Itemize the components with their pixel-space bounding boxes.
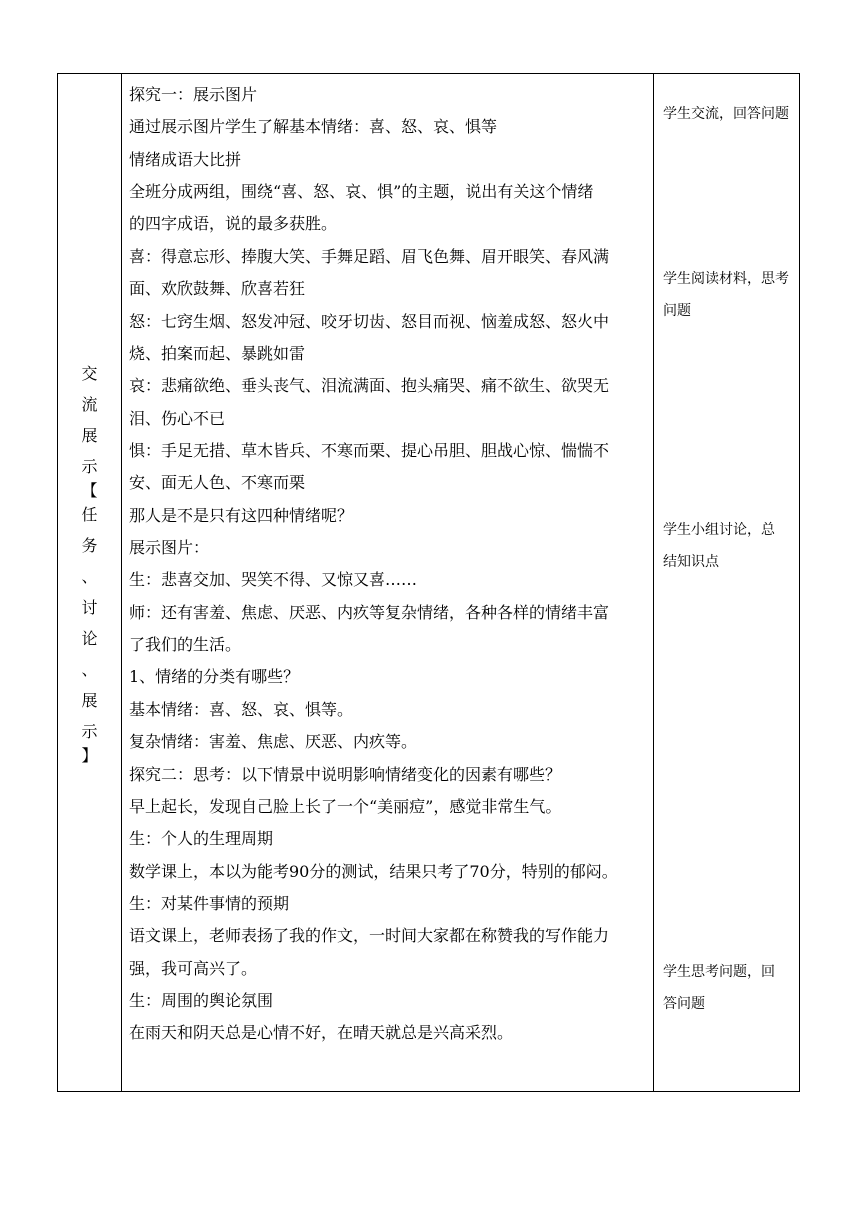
content-line: 复杂情绪：害羞、焦虑、厌恶、内疚等。 (129, 732, 418, 752)
content-line: 通过展示图片学生了解基本情绪：喜、怒、哀、惧等 (129, 117, 498, 137)
content-line: 生：对某件事情的预期 (129, 893, 290, 913)
stage-char: 交 (81, 364, 98, 383)
stage-char: 示 (81, 457, 98, 476)
content-line: 喜：得意忘形、捧腹大笑、手舞足蹈、眉飞色舞、眉开眼笑、春风满 (129, 246, 610, 266)
content-line: 泪、伤心不已 (129, 408, 226, 428)
content-column (129, 80, 651, 1051)
activity-note: 学生交流，回答问题 (663, 106, 789, 122)
activity-column (663, 74, 801, 1091)
stage-char: 务 (81, 536, 98, 555)
stage-char: 展 (81, 426, 98, 445)
content-line: 烧、拍案而起、暴跳如雷 (129, 343, 306, 363)
content-line: 安、面无人色、不寒而栗 (129, 473, 306, 493)
stage-char: 、 (81, 660, 98, 679)
activity-note: 学生思考问题，回 答问题 (663, 964, 775, 1012)
content-line: 生：周围的舆论氛围 (129, 991, 274, 1011)
content-line: 早上起长，发现自己脸上长了一个“美丽痘”，感觉非常生气。 (129, 796, 562, 816)
content-line: 探究二：思考：以下情景中说明影响情绪变化的因素有哪些？ (129, 764, 562, 784)
stage-char: 论 (81, 629, 98, 648)
stage-char: 】 (81, 746, 98, 765)
content-line: 怒：七窍生烟、怒发冲冠、咬牙切齿、怒目而视、恼羞成怒、怒火中 (129, 311, 610, 331)
stage-char: 、 (81, 567, 98, 586)
content-line: 生：悲喜交加、哭笑不得、又惊又喜…… (129, 570, 418, 590)
content-line: 师：还有害羞、焦虑、厌恶、内疚等复杂情绪，各种各样的情绪丰富 (129, 602, 610, 622)
activity-note: 学生阅读材料，思考 问题 (663, 271, 789, 319)
activity-note: 学生小组讨论，总 结知识点 (663, 522, 775, 570)
content-line: 探究一：展示图片 (129, 85, 258, 104)
content-line: 基本情绪：喜、怒、哀、惧等。 (129, 699, 354, 719)
content-line: 在雨天和阴天总是心情不好，在晴天就总是兴高采烈。 (129, 1023, 514, 1043)
content-line: 展示图片： (129, 538, 210, 558)
lesson-table (57, 73, 800, 1092)
stage-char: 【 (81, 481, 98, 500)
stage-char: 讨 (81, 598, 98, 617)
content-line: 情绪成语大比拼 (129, 149, 242, 169)
stage-char: 流 (81, 395, 98, 414)
content-line: 了我们的生活。 (129, 635, 242, 655)
content-line: 语文课上，老师表扬了我的作文，一时间大家都在称赞我的写作能力 (129, 926, 610, 946)
content-line: 面、欢欣鼓舞、欣喜若狂 (129, 279, 306, 299)
content-line: 强，我可高兴了。 (129, 958, 258, 978)
content-line: 的四字成语，说的最多获胜。 (129, 214, 338, 234)
content-line: 1、情绪的分类有哪些？ (129, 667, 300, 687)
stage-char: 任 (81, 505, 98, 524)
content-line: 那人是不是只有这四种情绪呢？ (129, 505, 354, 525)
stage-char: 示 (81, 722, 98, 741)
column-divider (121, 74, 122, 1091)
content-line: 数学课上，本以为能考90分的测试，结果只考了70分，特别的郁闷。 (129, 861, 618, 881)
content-line: 惧：手足无措、草木皆兵、不寒而栗、提心吊胆、胆战心惊、惴惴不 (129, 440, 610, 460)
content-line: 全班分成两组，围绕“喜、怒、哀、惧”的主题，说出有关这个情绪 (129, 182, 594, 202)
stage-char: 展 (81, 691, 98, 710)
content-line: 生：个人的生理周期 (129, 829, 274, 849)
content-line: 哀：悲痛欲绝、垂头丧气、泪流满面、抱头痛哭、痛不欲生、欲哭无 (129, 376, 610, 396)
stage-label (58, 366, 121, 764)
column-divider (653, 74, 654, 1091)
stage-column (58, 74, 121, 1091)
